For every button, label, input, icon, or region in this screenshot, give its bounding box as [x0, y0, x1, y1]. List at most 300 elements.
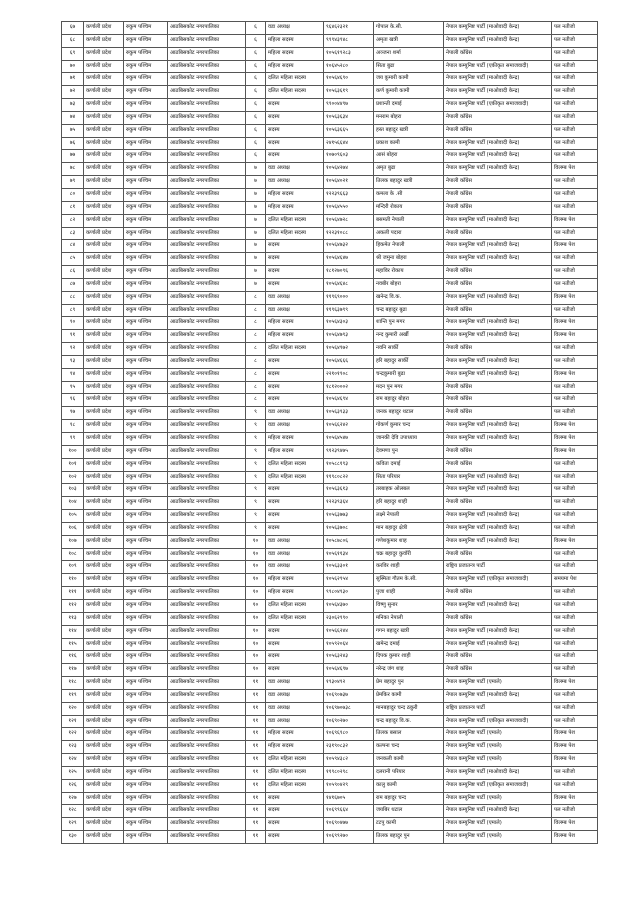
- candidate-name-cell: नरेन्द्र जंग शाह: [374, 664, 444, 677]
- serial-cell: ८०: [62, 188, 84, 201]
- district-cell: रुकुम पश्चिम: [124, 522, 168, 535]
- ward-cell: ६: [246, 111, 266, 124]
- candidate-name-cell: हरि बहादुर शाही: [374, 497, 444, 510]
- serial-cell: १११: [62, 587, 84, 600]
- table-row: [62, 278, 598, 291]
- ward-cell: १०: [246, 625, 266, 638]
- municipality-cell: आठबिसकोट नगरपालिका: [168, 728, 246, 741]
- district-cell: रुकुम पश्चिम: [124, 599, 168, 612]
- position-cell: सदस्य: [266, 510, 324, 523]
- party-cell: नेपाल कम्युनिष्ट पार्टी (माओवादी केन्द्र): [444, 73, 552, 86]
- status-cell: विलम्ब पेश: [552, 420, 598, 433]
- serial-cell: ८९: [62, 304, 84, 317]
- municipality-cell: आठबिसकोट नगरपालिका: [168, 266, 246, 279]
- party-cell: नेपाल कम्युनिष्ट पार्टी (एकीकृत समाजवादी): [444, 779, 552, 792]
- province-cell: कर्णाली प्रदेश: [84, 574, 124, 587]
- position-cell: सदस्य: [266, 355, 324, 368]
- position-cell: महिला सदस्य: [266, 728, 324, 741]
- position-cell: सदस्य: [266, 792, 324, 805]
- status-cell: पल नतीजो: [552, 188, 598, 201]
- voter-id-cell: १४१६७०५: [324, 792, 374, 805]
- municipality-cell: आठबिसकोट नगरपालिका: [168, 574, 246, 587]
- status-cell: विलम्ब पेश: [552, 291, 598, 304]
- province-cell: कर्णाली प्रदेश: [84, 201, 124, 214]
- party-cell: नेपाली काँग्रेस: [444, 497, 552, 510]
- province-cell: कर्णाली प्रदेश: [84, 651, 124, 664]
- candidate-name-cell: दलरानी परियार: [374, 766, 444, 779]
- table-row: [62, 548, 598, 561]
- municipality-cell: आठबिसकोट नगरपालिका: [168, 497, 246, 510]
- municipality-cell: आठबिसकोट नगरपालिका: [168, 343, 246, 356]
- municipality-cell: आठबिसकोट नगरपालिका: [168, 163, 246, 176]
- ward-cell: ११: [246, 792, 266, 805]
- ward-cell: ९: [246, 420, 266, 433]
- province-cell: कर्णाली प्रदेश: [84, 407, 124, 420]
- municipality-cell: आठबिसकोट नगरपालिका: [168, 471, 246, 484]
- status-cell: विलम्ब पेश: [552, 163, 598, 176]
- candidate-name-cell: हिकमेत नेपाली: [374, 240, 444, 253]
- municipality-cell: आठबिसकोट नगरपालिका: [168, 368, 246, 381]
- position-cell: दलित महिला सदस्य: [266, 754, 324, 767]
- table-row: [62, 433, 598, 446]
- ward-cell: ११: [246, 831, 266, 844]
- status-cell: पल नतीजो: [552, 548, 598, 561]
- municipality-cell: आठबिसकोट नगरपालिका: [168, 227, 246, 240]
- party-cell: नेपाल कम्युनिष्ट पार्टी (एकीकृत समाजवादी): [444, 715, 552, 728]
- candidate-name-cell: मान बहादुर क्षेत्री: [374, 522, 444, 535]
- party-cell: नेपाली काँग्रेस: [444, 548, 552, 561]
- status-cell: पल नतीजो: [552, 278, 598, 291]
- municipality-cell: आठबिसकोट नगरपालिका: [168, 124, 246, 137]
- position-cell: महिला सदस्य: [266, 445, 324, 458]
- position-cell: सदस्य: [266, 124, 324, 137]
- status-cell: विलम्ब पेश: [552, 240, 598, 253]
- municipality-cell: आठबिसकोट नगरपालिका: [168, 304, 246, 317]
- table-row: [62, 201, 598, 214]
- serial-cell: ११५: [62, 638, 84, 651]
- party-cell: नेपाली काँग्रेस: [444, 266, 552, 279]
- district-cell: रुकुम पश्चिम: [124, 73, 168, 86]
- status-cell: विलम्ब पेश: [552, 535, 598, 548]
- table-row: [62, 535, 598, 548]
- voter-id-cell: ९९००४४९७: [324, 99, 374, 112]
- province-cell: कर्णाली प्रदेश: [84, 73, 124, 86]
- ward-cell: १०: [246, 574, 266, 587]
- province-cell: कर्णाली प्रदेश: [84, 124, 124, 137]
- voter-id-cell: २४१५६६४४: [324, 137, 374, 150]
- municipality-cell: आठबिसकोट नगरपालिका: [168, 484, 246, 497]
- candidate-name-cell: पुजा शाही: [374, 587, 444, 600]
- party-cell: नेपाली काँग्रेस: [444, 47, 552, 60]
- province-cell: कर्णाली प्रदेश: [84, 420, 124, 433]
- ward-cell: ६: [246, 34, 266, 47]
- province-cell: कर्णाली प्रदेश: [84, 368, 124, 381]
- table-row: [62, 522, 598, 535]
- status-cell: विलम्ब पेश: [552, 818, 598, 831]
- voter-id-cell: १०५९४३८२: [324, 754, 374, 767]
- province-cell: कर्णाली प्रदेश: [84, 458, 124, 471]
- voter-id-cell: १०६९०२७०: [324, 715, 374, 728]
- province-cell: कर्णाली प्रदेश: [84, 330, 124, 343]
- district-cell: रुकुम पश्चिम: [124, 612, 168, 625]
- district-cell: रुकुम पश्चिम: [124, 214, 168, 227]
- voter-id-cell: १०५८८१९३: [324, 458, 374, 471]
- candidate-name-cell: शान्ति पुन मगर: [374, 317, 444, 330]
- municipality-cell: आठबिसकोट नगरपालिका: [168, 522, 246, 535]
- province-cell: कर्णाली प्रदेश: [84, 535, 124, 548]
- candidate-name-cell: कालु कामी: [374, 779, 444, 792]
- candidate-name-cell: बसमती नेपाली: [374, 214, 444, 227]
- voter-id-cell: २३१९०८३२: [324, 741, 374, 754]
- table-row: [62, 86, 598, 99]
- ward-cell: १०: [246, 664, 266, 677]
- table-row: [62, 394, 598, 407]
- voter-id-cell: ९९९४३९४८: [324, 34, 374, 47]
- party-cell: नेपाल कम्युनिष्ट पार्टी (माओवादी केन्द्र): [444, 214, 552, 227]
- voter-id-cell: १०५६१९२८३: [324, 47, 374, 60]
- municipality-cell: आठबिसकोट नगरपालिका: [168, 240, 246, 253]
- candidate-name-cell: नवनि सार्की: [374, 343, 444, 356]
- party-cell: नेपाली काँग्रेस: [444, 304, 552, 317]
- table-row: [62, 381, 598, 394]
- municipality-cell: आठबिसकोट नगरपालिका: [168, 34, 246, 47]
- candidate-name-cell: चक्र बहादुर कुवाँरी: [374, 548, 444, 561]
- district-cell: रुकुम पश्चिम: [124, 266, 168, 279]
- district-cell: रुकुम पश्चिम: [124, 355, 168, 368]
- ward-cell: ७: [246, 253, 266, 266]
- status-cell: पल नतीजो: [552, 47, 598, 60]
- table-row: [62, 407, 598, 420]
- district-cell: रुकुम पश्चिम: [124, 766, 168, 779]
- serial-cell: १२०: [62, 702, 84, 715]
- status-cell: विलम्ब पेश: [552, 831, 598, 844]
- municipality-cell: आठबिसकोट नगरपालिका: [168, 715, 246, 728]
- municipality-cell: आठबिसकोट नगरपालिका: [168, 420, 246, 433]
- table-row: [62, 253, 598, 266]
- district-cell: रुकुम पश्चिम: [124, 124, 168, 137]
- status-cell: पल नतीजो: [552, 73, 598, 86]
- province-cell: कर्णाली प्रदेश: [84, 86, 124, 99]
- ward-cell: ६: [246, 150, 266, 163]
- district-cell: रुकुम पश्चिम: [124, 587, 168, 600]
- district-cell: रुकुम पश्चिम: [124, 433, 168, 446]
- candidate-name-cell: सिता बुढा: [374, 60, 444, 73]
- table-row: [62, 124, 598, 137]
- serial-cell: ८६: [62, 266, 84, 279]
- serial-cell: १२४: [62, 754, 84, 767]
- municipality-cell: आठबिसकोट नगरपालिका: [168, 445, 246, 458]
- voter-id-cell: १०५६३२४३: [324, 651, 374, 664]
- ward-cell: ८: [246, 317, 266, 330]
- candidate-name-cell: कविता दमाई: [374, 458, 444, 471]
- table-row: [62, 638, 598, 651]
- voter-id-cell: १०५६३६६५: [324, 124, 374, 137]
- district-cell: रुकुम पश्चिम: [124, 805, 168, 818]
- serial-cell: ८३: [62, 227, 84, 240]
- table-row: [62, 471, 598, 484]
- serial-cell: १०९: [62, 561, 84, 574]
- voter-id-cell: ९९८०४९३०: [324, 587, 374, 600]
- table-row: [62, 150, 598, 163]
- table-row: [62, 741, 598, 754]
- municipality-cell: आठबिसकोट नगरपालिका: [168, 548, 246, 561]
- voter-id-cell: ११९८०८२२: [324, 471, 374, 484]
- municipality-cell: आठबिसकोट नगरपालिका: [168, 47, 246, 60]
- party-cell: नेपाल कम्युनिष्ट पार्टी (एकीकृत समाजवादी): [444, 60, 552, 73]
- ward-cell: ११: [246, 805, 266, 818]
- ward-cell: ८: [246, 381, 266, 394]
- district-cell: रुकुम पश्चिम: [124, 253, 168, 266]
- province-cell: कर्णाली प्रदेश: [84, 355, 124, 368]
- district-cell: रुकुम पश्चिम: [124, 689, 168, 702]
- party-cell: नेपाल कम्युनिष्ट पार्टी (एमाले): [444, 728, 552, 741]
- table-row: [62, 561, 598, 574]
- status-cell: पल नतीजो: [552, 150, 598, 163]
- serial-cell: १३०: [62, 831, 84, 844]
- serial-cell: ७१: [62, 73, 84, 86]
- status-cell: पल नतीजो: [552, 304, 598, 317]
- table-row: [62, 368, 598, 381]
- serial-cell: ९८: [62, 420, 84, 433]
- status-cell: पल नतीजो: [552, 522, 598, 535]
- position-cell: महिला सदस्य: [266, 188, 324, 201]
- municipality-cell: आठबिसकोट नगरपालिका: [168, 766, 246, 779]
- voter-id-cell: २२१०१९०८: [324, 368, 374, 381]
- position-cell: सदस्य: [266, 266, 324, 279]
- candidate-name-cell: तिलक बसाल: [374, 728, 444, 741]
- district-cell: रुकुम पश्चिम: [124, 420, 168, 433]
- serial-cell: १२७: [62, 792, 84, 805]
- ward-cell: ९: [246, 458, 266, 471]
- municipality-cell: आठबिसकोट नगरपालिका: [168, 214, 246, 227]
- candidate-name-cell: अमृत बुढा: [374, 163, 444, 176]
- ward-cell: १०: [246, 599, 266, 612]
- ward-cell: १०: [246, 587, 266, 600]
- ward-cell: ११: [246, 766, 266, 779]
- voter-id-cell: १०७०९६०३: [324, 150, 374, 163]
- candidate-name-cell: प्रेमकिर कामी: [374, 689, 444, 702]
- ward-cell: ८: [246, 394, 266, 407]
- serial-cell: ६८: [62, 34, 84, 47]
- voter-id-cell: १०५६४७२८: [324, 214, 374, 227]
- municipality-cell: आठबिसकोट नगरपालिका: [168, 779, 246, 792]
- district-cell: रुकुम पश्चिम: [124, 779, 168, 792]
- party-cell: नेपाल कम्युनिष्ट पार्टी (एमाले): [444, 677, 552, 690]
- serial-cell: १०१: [62, 458, 84, 471]
- party-cell: नेपाल कम्युनिष्ट पार्टी (एमाले): [444, 754, 552, 767]
- table-row: [62, 792, 598, 805]
- municipality-cell: आठबिसकोट नगरपालिका: [168, 317, 246, 330]
- municipality-cell: आठबिसकोट नगरपालिका: [168, 664, 246, 677]
- province-cell: कर्णाली प्रदेश: [84, 34, 124, 47]
- ward-cell: ७: [246, 188, 266, 201]
- candidate-name-cell: श्री जमुना बोहरा: [374, 253, 444, 266]
- status-cell: पल नतीजो: [552, 99, 598, 112]
- party-cell: नेपाल कम्युनिष्ट पार्टी (माओवादी केन्द्र): [444, 689, 552, 702]
- province-cell: कर्णाली प्रदेश: [84, 240, 124, 253]
- ward-cell: ९: [246, 445, 266, 458]
- position-cell: महिला सदस्य: [266, 317, 324, 330]
- voter-id-cell: १०५६११३४: [324, 548, 374, 561]
- candidate-name-cell: हरि बहादुर सार्की: [374, 355, 444, 368]
- candidate-name-cell: चन्द्रकुमारी बुढा: [374, 368, 444, 381]
- ward-cell: ७: [246, 278, 266, 291]
- province-cell: कर्णाली प्रदेश: [84, 741, 124, 754]
- district-cell: रुकुम पश्चिम: [124, 574, 168, 587]
- ward-cell: ८: [246, 304, 266, 317]
- party-cell: नेपाली काँग्रेस: [444, 394, 552, 407]
- district-cell: रुकुम पश्चिम: [124, 651, 168, 664]
- table-row: [62, 702, 598, 715]
- voter-id-cell: ११९६९०००: [324, 291, 374, 304]
- candidate-name-cell: विष्णु सुनार: [374, 599, 444, 612]
- party-cell: नेपाली काँग्रेस: [444, 445, 552, 458]
- table-row: [62, 214, 598, 227]
- candidate-name-cell: आसं बोहरा: [374, 150, 444, 163]
- voter-id-cell: १०५६३७०८: [324, 522, 374, 535]
- serial-cell: ९४: [62, 368, 84, 381]
- district-cell: रुकुम पश्चिम: [124, 343, 168, 356]
- candidate-name-cell: चन्द्र बहादुर बुढा: [374, 304, 444, 317]
- municipality-cell: आठबिसकोट नगरपालिका: [168, 73, 246, 86]
- status-cell: विलम्ब पेश: [552, 433, 598, 446]
- serial-cell: ९६: [62, 394, 84, 407]
- table-row: [62, 651, 598, 664]
- candidate-name-cell: राम बहादुर बोहरा: [374, 394, 444, 407]
- serial-cell: ८२: [62, 214, 84, 227]
- party-cell: नेपाल कम्युनिष्ट पार्टी (माओवादी केन्द्र): [444, 522, 552, 535]
- ward-cell: ११: [246, 754, 266, 767]
- serial-cell: ९१: [62, 330, 84, 343]
- status-cell: पल नतीजो: [552, 266, 598, 279]
- status-cell: पल नतीजो: [552, 638, 598, 651]
- province-cell: कर्णाली प्रदेश: [84, 253, 124, 266]
- province-cell: कर्णाली प्रदेश: [84, 599, 124, 612]
- party-cell: नेपाल कम्युनिष्ट पार्टी (माओवादी केन्द्र): [444, 625, 552, 638]
- district-cell: रुकुम पश्चिम: [124, 22, 168, 35]
- status-cell: पल नतीजो: [552, 561, 598, 574]
- district-cell: रुकुम पश्चिम: [124, 111, 168, 124]
- district-cell: रुकुम पश्चिम: [124, 625, 168, 638]
- voter-id-cell: १०५६४६९०: [324, 73, 374, 86]
- municipality-cell: आठबिसकोट नगरपालिका: [168, 86, 246, 99]
- position-cell: वडा अध्यक्ष: [266, 420, 324, 433]
- party-cell: नेपाल कम्युनिष्ट पार्टी (एमाले): [444, 818, 552, 831]
- district-cell: रुकुम पश्चिम: [124, 330, 168, 343]
- district-cell: रुकुम पश्चिम: [124, 227, 168, 240]
- table-row: [62, 805, 598, 818]
- district-cell: रुकुम पश्चिम: [124, 445, 168, 458]
- serial-cell: ११७: [62, 664, 84, 677]
- table-row: [62, 355, 598, 368]
- province-cell: कर्णाली प्रदेश: [84, 291, 124, 304]
- status-cell: पल नतीजो: [552, 34, 598, 47]
- municipality-cell: आठबिसकोट नगरपालिका: [168, 201, 246, 214]
- province-cell: कर्णाली प्रदेश: [84, 394, 124, 407]
- serial-cell: ९७: [62, 407, 84, 420]
- district-cell: रुकुम पश्चिम: [124, 741, 168, 754]
- candidate-table: [61, 21, 598, 844]
- voter-id-cell: १०५६६२४२: [324, 420, 374, 433]
- party-cell: नेपाली काँग्रेस: [444, 201, 552, 214]
- status-cell: पल नतीजो: [552, 253, 598, 266]
- party-cell: नेपाली काँग्रेस: [444, 278, 552, 291]
- party-cell: नेपाल कम्युनिष्ट पार्टी (माओवादी केन्द्र): [444, 34, 552, 47]
- table-row: [62, 111, 598, 124]
- ward-cell: ६: [246, 99, 266, 112]
- serial-cell: ८१: [62, 201, 84, 214]
- province-cell: कर्णाली प्रदेश: [84, 304, 124, 317]
- party-cell: नेपाल कम्युनिष्ट पार्टी (माओवादी केन्द्र): [444, 433, 552, 446]
- district-cell: रुकुम पश्चिम: [124, 715, 168, 728]
- party-cell: नेपाली काँग्रेस: [444, 343, 552, 356]
- status-cell: विलम्ब पेश: [552, 330, 598, 343]
- candidate-name-cell: मनराम बोहरा: [374, 111, 444, 124]
- table-row: [62, 34, 598, 47]
- table-row: [62, 240, 598, 253]
- position-cell: सदस्य: [266, 497, 324, 510]
- district-cell: रुकुम पश्चिम: [124, 60, 168, 73]
- table-row: [62, 497, 598, 510]
- table-row: [62, 728, 598, 741]
- province-cell: कर्णाली प्रदेश: [84, 625, 124, 638]
- serial-cell: ७०: [62, 60, 84, 73]
- district-cell: रुकुम पश्चिम: [124, 317, 168, 330]
- candidate-name-cell: मनिका नेपाली: [374, 612, 444, 625]
- district-cell: रुकुम पश्चिम: [124, 188, 168, 201]
- province-cell: कर्णाली प्रदेश: [84, 111, 124, 124]
- district-cell: रुकुम पश्चिम: [124, 548, 168, 561]
- status-cell: पल नतीजो: [552, 22, 598, 35]
- voter-id-cell: ९६४६२३२१: [324, 22, 374, 35]
- district-cell: रुकुम पश्चिम: [124, 278, 168, 291]
- table-row: [62, 188, 598, 201]
- district-cell: रुकुम पश्चिम: [124, 137, 168, 150]
- candidate-name-cell: तिलक बहादुर पुन: [374, 831, 444, 844]
- table-row: [62, 163, 598, 176]
- position-cell: दलित महिला सदस्य: [266, 73, 324, 86]
- candidate-name-cell: टटपु कामी: [374, 818, 444, 831]
- position-cell: सदस्य: [266, 150, 324, 163]
- voter-id-cell: ११९६३७९९: [324, 304, 374, 317]
- voter-id-cell: १०५६४५४७: [324, 433, 374, 446]
- serial-cell: १०४: [62, 497, 84, 510]
- district-cell: रुकुम पश्चिम: [124, 291, 168, 304]
- status-cell: विलम्ब पेश: [552, 445, 598, 458]
- serial-cell: १००: [62, 445, 84, 458]
- serial-cell: १०८: [62, 548, 84, 561]
- serial-cell: ९२: [62, 343, 84, 356]
- candidate-name-cell: जनक बहादुर थटाल: [374, 407, 444, 420]
- province-cell: कर्णाली प्रदेश: [84, 702, 124, 715]
- voter-id-cell: १०६९७०७३८: [324, 702, 374, 715]
- serial-cell: ११८: [62, 677, 84, 690]
- district-cell: रुकुम पश्चिम: [124, 163, 168, 176]
- municipality-cell: आठबिसकोट नगरपालिका: [168, 111, 246, 124]
- voter-id-cell: १०६९०४७७: [324, 818, 374, 831]
- status-cell: विलम्ब पेश: [552, 368, 598, 381]
- table-row: [62, 60, 598, 73]
- voter-id-cell: १२२३१०८८: [324, 227, 374, 240]
- ward-cell: ६: [246, 47, 266, 60]
- district-cell: रुकुम पश्चिम: [124, 381, 168, 394]
- table-row: [62, 574, 598, 587]
- position-cell: वडा अध्यक्ष: [266, 304, 324, 317]
- province-cell: कर्णाली प्रदेश: [84, 728, 124, 741]
- ward-cell: ९: [246, 497, 266, 510]
- voter-id-cell: १०६९०७३७: [324, 689, 374, 702]
- candidate-name-cell: जयबिर थटाल: [374, 805, 444, 818]
